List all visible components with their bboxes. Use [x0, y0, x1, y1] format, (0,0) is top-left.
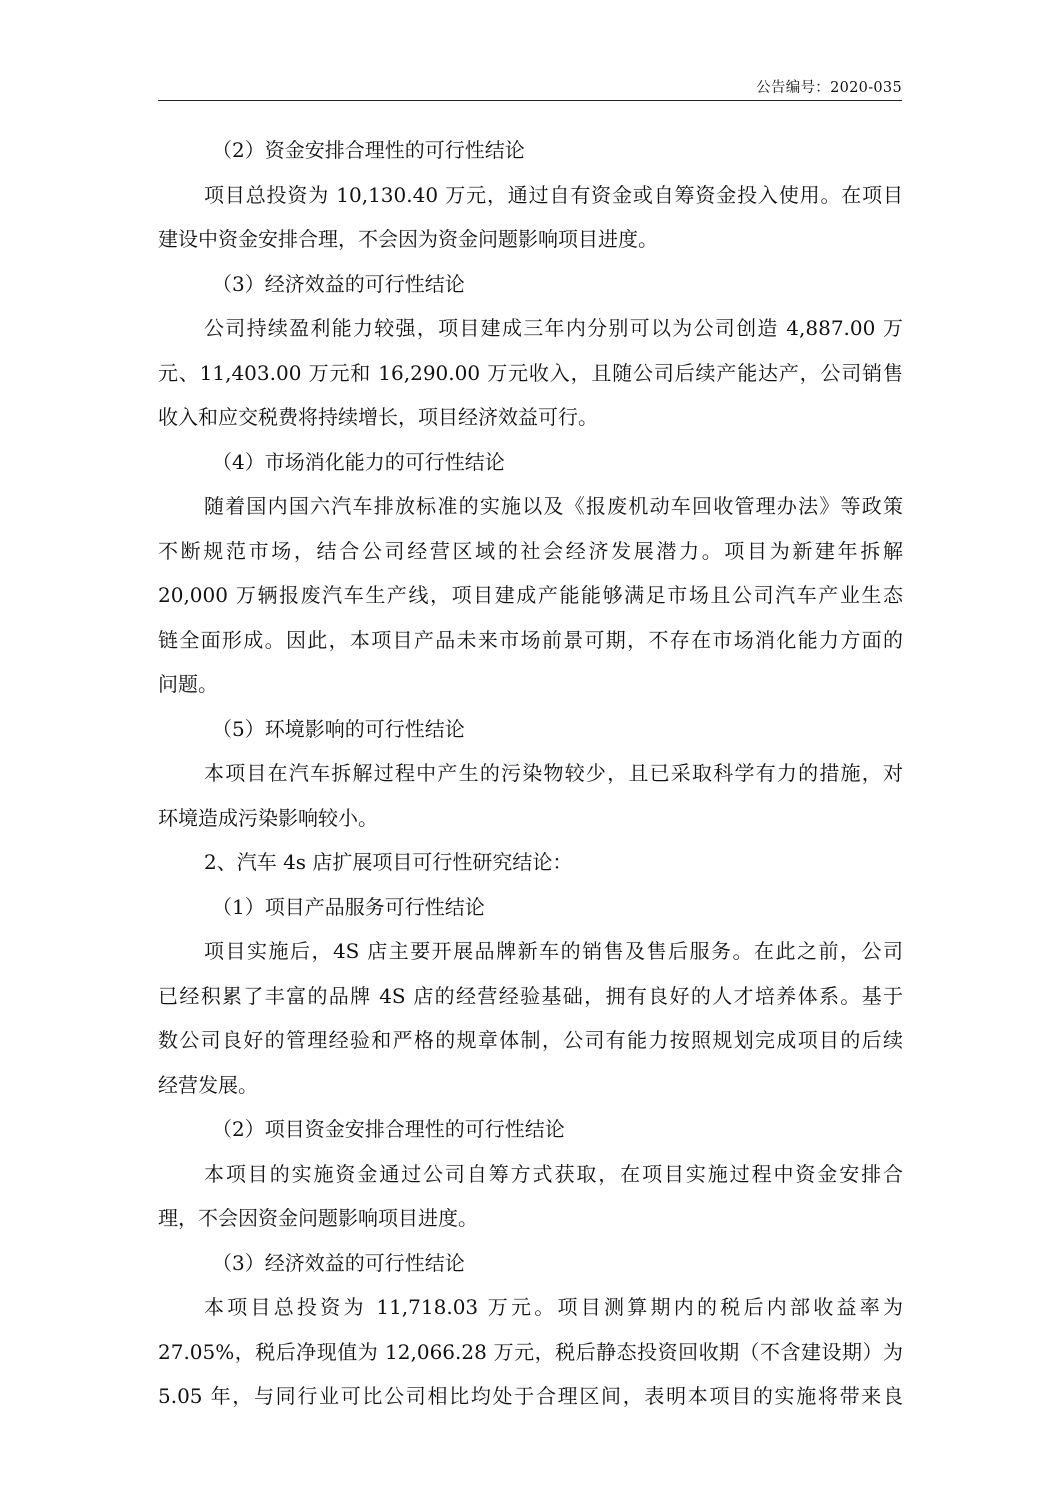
announcement-number: 公告编号：2020-035 [756, 80, 902, 96]
paragraph-line: 已经积累了丰富的品牌 4S 店的经营经验基础，拥有良好的人才培养体系。基于 [158, 983, 903, 1008]
page-header [158, 74, 902, 101]
paragraph-line: 项目实施后，4S 店主要开展品牌新车的销售及售后服务。在此之前，公司 [204, 939, 903, 963]
paragraph-line: 本项目总投资为 11,718.03 万元。项目测算期内的税后内部收益率为 [204, 1295, 903, 1319]
paragraph-line: 链全面形成。因此，本项目产品未来市场前景可期，不存在市场消化能力方面的 [158, 627, 903, 652]
section-heading: （5）环境影响的可行性结论 [212, 716, 465, 741]
section-heading: （3）经济效益的可行性结论 [212, 1250, 465, 1275]
paragraph-line: 环境造成污染影响较小。 [158, 805, 378, 830]
paragraph-line: 本项目在汽车拆解过程中产生的污染物较少，且已采取科学有力的措施，对 [204, 761, 903, 785]
document-body [158, 130, 903, 1417]
paragraph-line: 本项目的实施资金通过公司自筹方式获取，在项目实施过程中资金安排合 [204, 1161, 903, 1186]
section-heading: （4）市场消化能力的可行性结论 [212, 449, 505, 474]
paragraph-line: 不断规范市场，结合公司经营区域的社会经济发展潜力。项目为新建年拆解 [158, 538, 903, 563]
paragraph-line: 经营发展。 [158, 1072, 258, 1097]
section-heading: （1）项目产品服务可行性结论 [212, 894, 485, 919]
paragraph-line: 27.05%，税后净现值为 12,066.28 万元，税后静态投资回收期（不含建设期）为 [158, 1339, 903, 1364]
paragraph-line: 数公司良好的管理经验和严格的规章体制，公司有能力按照规划完成项目的后续 [158, 1028, 903, 1052]
section-heading: （3）经济效益的可行性结论 [212, 271, 465, 296]
paragraph-line: 项目总投资为 10,130.40 万元，通过自有资金或自筹资金投入使用。在项目 [204, 182, 903, 207]
paragraph-line: 收入和应交税费将持续增长，项目经济效益可行。 [158, 405, 598, 429]
paragraph-line: 公司持续盈利能力较强，项目建成三年内分别可以为公司创造 4,887.00 万 [204, 316, 903, 340]
paragraph-line: 5.05 年，与同行业可比公司相比均处于合理区间，表明本项目的实施将带来良 [158, 1384, 903, 1408]
paragraph-line: 随着国内国六汽车排放标准的实施以及《报废机动车回收管理办法》等政策 [204, 494, 903, 518]
paragraph-line: 建设中资金安排合理，不会因为资金问题影响项目进度。 [158, 227, 658, 251]
paragraph-line: 问题。 [158, 672, 218, 696]
section-heading: （2）资金安排合理性的可行性结论 [212, 138, 525, 162]
paragraph-line: 元、11,403.00 万元和 16,290.00 万元收入，且随公司后续产能达产，公司销售 [158, 360, 903, 385]
paragraph-line: 理，不会因资金问题影响项目进度。 [158, 1206, 478, 1230]
section-heading: （2）项目资金安排合理性的可行性结论 [212, 1117, 565, 1141]
section-heading: 2、汽车 4s 店扩展项目可行性研究结论： [204, 850, 573, 874]
paragraph-line: 20,000 万辆报废汽车生产线，项目建成产能能够满足市场且公司汽车产业生态 [158, 583, 903, 607]
